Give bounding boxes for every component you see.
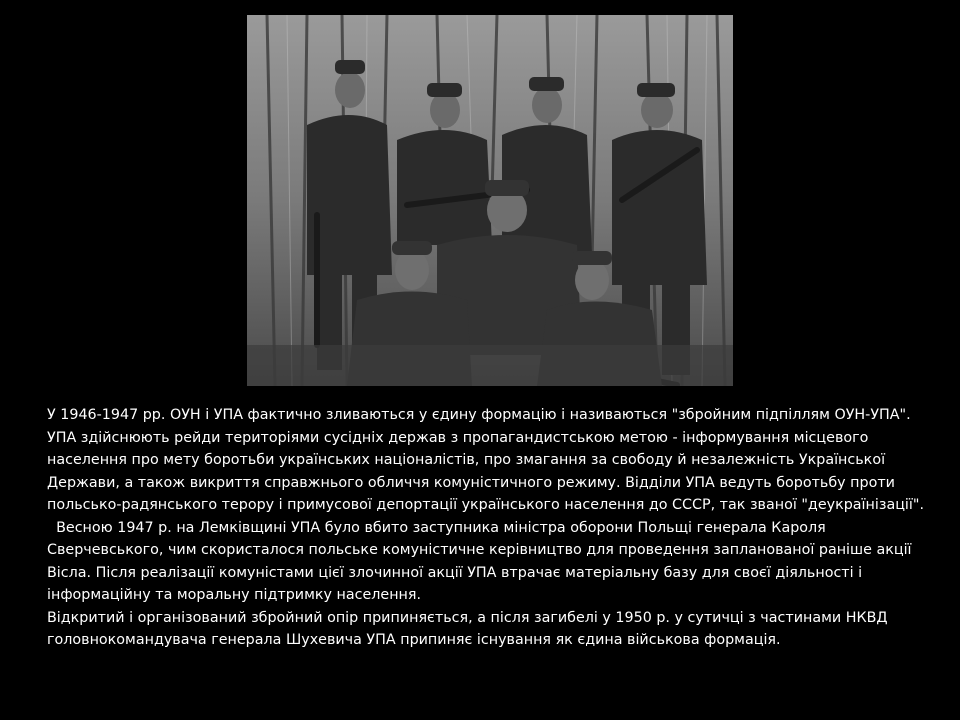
body-text <box>47 404 927 694</box>
paragraph-1: У 1946-1947 рр. ОУН і УПА фактично зливаються у єдину формацію і називаються "збройним підпіллям ОУН-УПА". УПА здійснюють рейди територіями сусідніх держав з пропагандистською метою - інформування місцевого населення про мету боротьби українських націоналістів, про змагання за свободу й незалежність Української Держави, а також викриття справжнього обличчя комуністичного режиму. Відділи УПА ведуть боротьбу проти польсько-радянського терору і примусової депортації українського населення до СССР, так званої "деукраїнізації". <box>47 407 924 513</box>
photo-illustration <box>247 15 733 386</box>
paragraph-3: Відкритий і організований збройний опір припиняється, а після загибелі у 1950 р. у сутичці з частинами НКВД головнокомандувача генерала Шухевича УПА припиняє існування як єдина військова формація. <box>47 609 893 648</box>
paragraph-2: Весною 1947 р. на Лемківщині УПА було вбито заступника міністра оборони Польщі генерала Кароля Сверчевського, чим скористалося польське комуністичне керівництво для проведення запланованої раніше акції Вісла. Після реалізації комуністами цієї злочинної акції УПА втрачає матеріальну базу для своєї діяльності і інформаційну та моральну підтримку населення. <box>47 519 917 603</box>
historical-group-photo <box>247 15 733 386</box>
